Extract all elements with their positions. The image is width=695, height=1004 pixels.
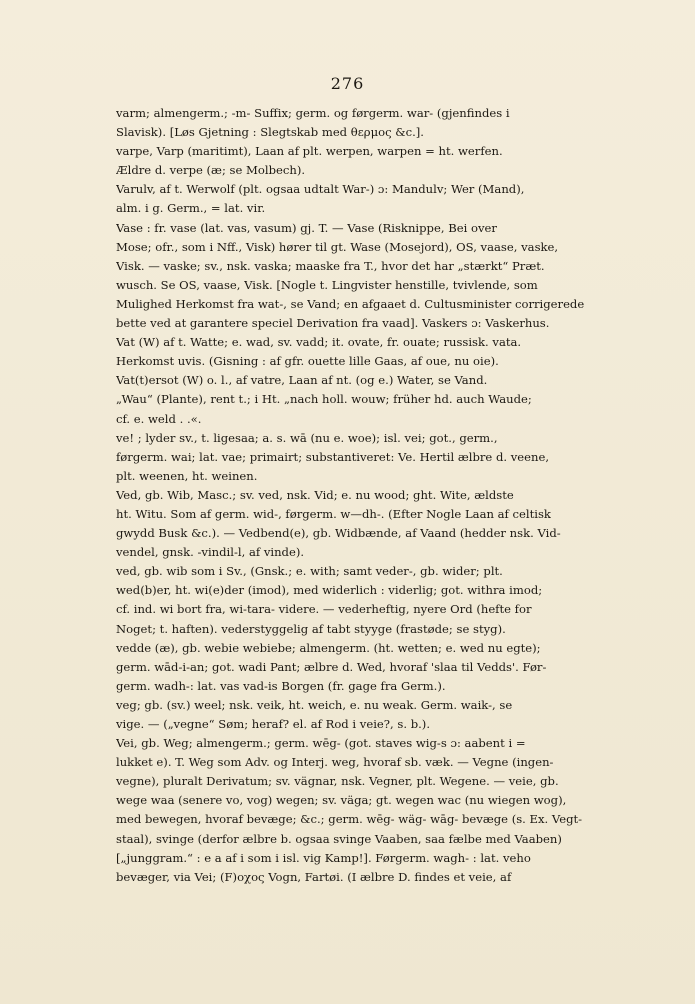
text-line: ved, gb. wib som i Sv., (Gnsk.; e. with; samt veder-, gb. wider; plt. bbox=[116, 564, 503, 579]
text-line: cf. ind. wi bort fra, wi-tara- videre. — vederheftig, nyere Ord (hefte for bbox=[116, 602, 532, 617]
text-line: varm; almengerm.; -m- Suffix; germ. og førgerm. war- (gjenfindes i bbox=[116, 106, 510, 120]
text-line: vige. — („vegne“ Søm; heraf? el. af Rod i veie?, s. b.). bbox=[116, 717, 431, 731]
text-line: vegne), pluralt Derivatum; sv. vägnar, nsk. Vegner, plt. Wegene. — veie, gb. bbox=[116, 774, 559, 789]
text-line: Ældre d. verpe (æ; se Molbech). bbox=[116, 163, 306, 178]
text-line: varpe, Varp (maritimt), Laan af plt. werpen, warpen = ht. werfen. bbox=[116, 144, 503, 159]
page-number: 276 bbox=[330, 74, 365, 93]
text-line: Visk. — vaske; sv., nsk. vaska; maaske fra T., hvor det har „stærkt“ Præt. bbox=[116, 258, 545, 273]
text-line: Slavisk). [Løs Gjetning : Slegtskab med θερμος &c.]. bbox=[116, 125, 424, 140]
text-line: vedde (æ), gb. webie webiebe; almengerm. (ht. wetten; e. wed nu egte); bbox=[116, 640, 541, 655]
text-line: germ. wād-i-an; got. wadi Pant; ælbre d. Wed, hvoraf 'slaa til Vedds'. Før- bbox=[116, 659, 547, 674]
text-line: veg; gb. (sv.) weel; nsk. veik, ht. weich, e. nu weak. Germ. waik-, se bbox=[116, 697, 513, 712]
text-line: cf. e. weld . .«. bbox=[116, 411, 202, 426]
text-line: Herkomst uvis. (Gisning : af gfr. ouette lille Gaas, af oue, nu oie). bbox=[116, 354, 499, 369]
text-line: Ved, gb. Wib, Masc.; sv. ved, nsk. Vid; e. nu wood; ght. Wite, ældste bbox=[116, 487, 514, 502]
text-line: plt. weenen, ht. weinen. bbox=[116, 468, 258, 483]
text-line: wege waa (senere vo, vog) wegen; sv. väga; gt. wegen wac (nu wiegen wog), bbox=[116, 793, 567, 808]
text-line: Mulighed Herkomst fra wat-, se Vand; en afgaaet d. Cultusminister corrigerede bbox=[116, 296, 585, 311]
text-line: Vei, gb. Weg; almengerm.; germ. wēg- (got. staves wig-s ɔ: aabent i = bbox=[116, 736, 526, 751]
text-line: Mose; ofr., som i Nff., Visk) hører til gt. Wase (Mosejord), OS, vaase, vaske, bbox=[116, 239, 559, 254]
text-line: Noget; t. haften). vederstyggelig af tabt styyge (frastøde; se styg). bbox=[116, 621, 506, 636]
text-line: med bewegen, hvoraf bevæge; &c.; germ. wēg- wäg- wāg- bevæge (s. Ex. Vegt- bbox=[116, 812, 583, 827]
text-line: „Wau“ (Plante), rent t.; i Ht. „nach holl. wouw; früher hd. auch Waude; bbox=[116, 392, 532, 407]
text-line: alm. i g. Germ., = lat. vir. bbox=[116, 201, 266, 216]
text-line: vendel, gnsk. -vindil-l, af vinde). bbox=[116, 545, 305, 560]
text-line: ve! ; lyder sv., t. ligesaa; a. s. wā (nu e. woe); isl. vei; got., germ., bbox=[116, 430, 498, 445]
text-line: wusch. Se OS, vaase, Visk. [Nogle t. Lingvister henstille, tvivlende, som bbox=[116, 277, 538, 292]
text-line: staal), svinge (derfor ælbre b. ogsaa svinge Vaaben, saa fælbe med Vaaben) bbox=[116, 831, 562, 846]
text-line: bette ved at garantere speciel Derivation fra vaad]. Vaskers ɔ: Vaskerhus. bbox=[116, 316, 550, 331]
text-line: førgerm. wai; lat. vae; primairt; substantiveret: Ve. Hertil ælbre d. veene, bbox=[116, 449, 550, 464]
text-line: [„junggram.“ : e a af i som i isl. vig Kamp!]. Førgerm. wagh- : lat. veho bbox=[116, 850, 531, 865]
text-line: germ. wadh-: lat. vas vad-is Borgen (fr. gage fra Germ.). bbox=[116, 678, 446, 693]
text-line: Vat (W) af t. Watte; e. wad, sv. vadd; it. ovate, fr. ouate; russisk. vata. bbox=[116, 335, 522, 350]
text-line: gwydd Busk &c.). — Vedbend(e), gb. Widbænde, af Vaand (hedder nsk. Vid- bbox=[116, 526, 561, 541]
text-line: Vat(t)ersot (W) o. l., af vatre, Laan af nt. (og e.) Water, se Vand. bbox=[116, 373, 488, 388]
text-line: bevæger, via Vei; (F)οχος Vogn, Fartøi. (I ælbre D. findes et veie, af bbox=[116, 869, 512, 884]
dictionary-text bbox=[116, 104, 631, 887]
text-line: lukket e). T. Weg som Adv. og Interj. weg, hvoraf sb. væk. — Vegne (ingen- bbox=[116, 755, 554, 770]
text-line: wed(b)er, ht. wi(e)der (imod), med widerlich : viderlig; got. withra imod; bbox=[116, 583, 543, 598]
text-line: Vase : fr. vase (lat. vas, vasum) gj. T. — Vase (Risknippe, Bei over bbox=[116, 220, 497, 235]
text-line: Varulv, af t. Werwolf (plt. ogsaa udtalt War-) ɔ: Mandulv; Wer (Mand), bbox=[116, 182, 525, 197]
text-line: ht. Witu. Som af germ. wid-, førgerm. w—dh-. (Efter Nogle Laan af celtisk bbox=[116, 506, 551, 521]
